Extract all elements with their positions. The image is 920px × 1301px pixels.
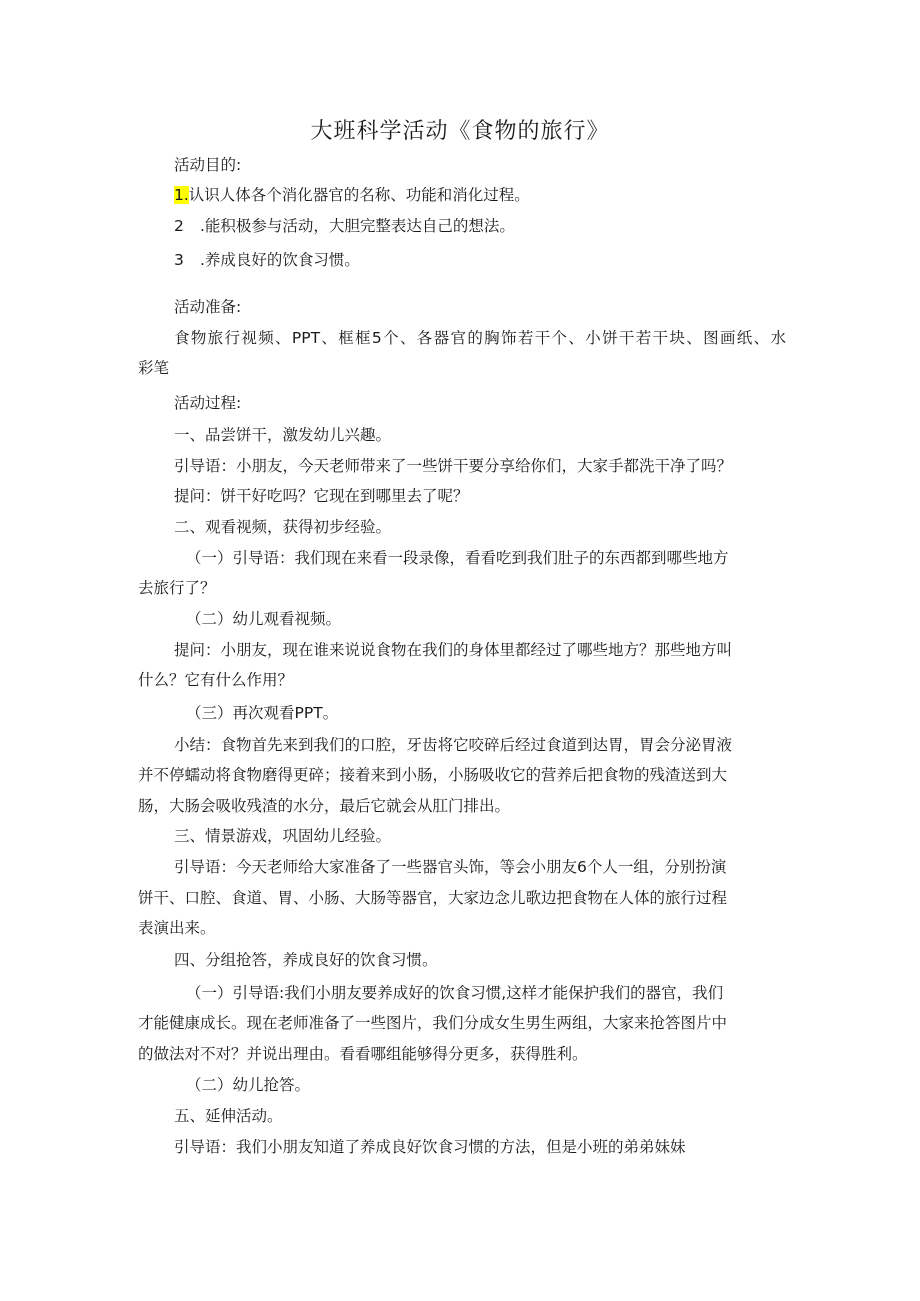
process-line: （二）幼儿抢答。	[186, 1076, 311, 1094]
process-line: 肠，大肠会吸收残渣的水分，最后它就会从肛门排出。	[138, 797, 511, 815]
process-heading: 活动过程:	[174, 394, 242, 412]
process-line: 提问：小朋友，现在谁来说说食物在我们的身体里都经过了哪些地方？那些地方叫	[174, 641, 733, 659]
process-line: 提问：饼干好吃吗？它现在到哪里去了呢？	[174, 487, 469, 505]
process-line: 引导语：小朋友，今天老师带来了一些饼干要分享给你们，大家手都洗干净了吗？	[174, 457, 733, 475]
process-line: 五、延伸活动。	[174, 1107, 283, 1125]
process-line: 引导语：今天老师给大家准备了一些器官头饰，等会小朋友6个人一组，分别扮演	[174, 858, 727, 876]
process-line: 表演出来。	[138, 919, 216, 937]
process-line: 一、品尝饼干，激发幼儿兴趣。	[174, 426, 392, 444]
goal-item-1	[174, 185, 530, 205]
process-line: 才能健康成长。现在老师准备了一些图片，我们分成女生男生两组，大家来抢答图片中	[138, 1014, 728, 1032]
goals-heading: 活动目的:	[174, 156, 242, 174]
process-line: 二、观看视频，获得初步经验。	[174, 518, 392, 536]
prep-line-2: 彩笔	[138, 359, 170, 377]
goal-text: .能积极参与活动，大胆完整表达自己的想法。	[200, 217, 515, 235]
process-line: 四、分组抢答，养成良好的饮食习惯。	[174, 951, 438, 969]
goal-item-3	[174, 250, 360, 270]
process-line: 并不停蠕动将食物磨得更碎；接着来到小肠，小肠吸收它的营养后把食物的残渣送到大	[138, 766, 728, 784]
process-line: 什么？它有什么作用？	[138, 671, 294, 689]
process-line: 小结：食物首先来到我们的口腔，牙齿将它咬碎后经过食道到达胃，胃会分泌胃液	[174, 736, 733, 754]
goal-text: 认识人体各个消化器官的名称、功能和消化过程。	[188, 186, 530, 204]
process-line: （二）幼儿观看视频。	[186, 610, 342, 628]
process-line: 三、情景游戏，巩固幼儿经验。	[174, 827, 392, 845]
prep-line-1: 食物旅行视频、PPT、框框5个、各器官的胸饰若干个、小饼干若干块、图画纸、水	[174, 329, 786, 347]
process-line: （一）引导语:我们小朋友要养成好的饮食习惯,这样才能保护我们的器官，我们	[186, 984, 724, 1002]
goal-number-highlight: 1.	[174, 186, 189, 204]
process-line: （三）再次观看PPT。	[186, 704, 339, 722]
goal-text: .养成良好的饮食习惯。	[200, 251, 360, 269]
prep-heading: 活动准备:	[174, 298, 242, 316]
document-title: 大班科学活动《食物的旅行》	[310, 119, 610, 144]
process-line: （一）引导语：我们现在来看一段录像，看看吃到我们肚子的东西都到哪些地方	[186, 549, 729, 567]
process-line: 去旅行了？	[138, 579, 216, 597]
process-line: 引导语：我们小朋友知道了养成良好饮食习惯的方法，但是小班的弟弟妹妹	[174, 1138, 686, 1156]
goal-item-2	[174, 216, 515, 236]
process-line: 的做法对不对？并说出理由。看看哪组能够得分更多，获得胜利。	[138, 1045, 588, 1063]
process-line: 饼干、口腔、食道、胃、小肠、大肠等器官，大家边念儿歌边把食物在人体的旅行过程	[138, 889, 728, 907]
goal-number: 2	[174, 217, 184, 235]
goal-number: 3	[174, 251, 184, 269]
